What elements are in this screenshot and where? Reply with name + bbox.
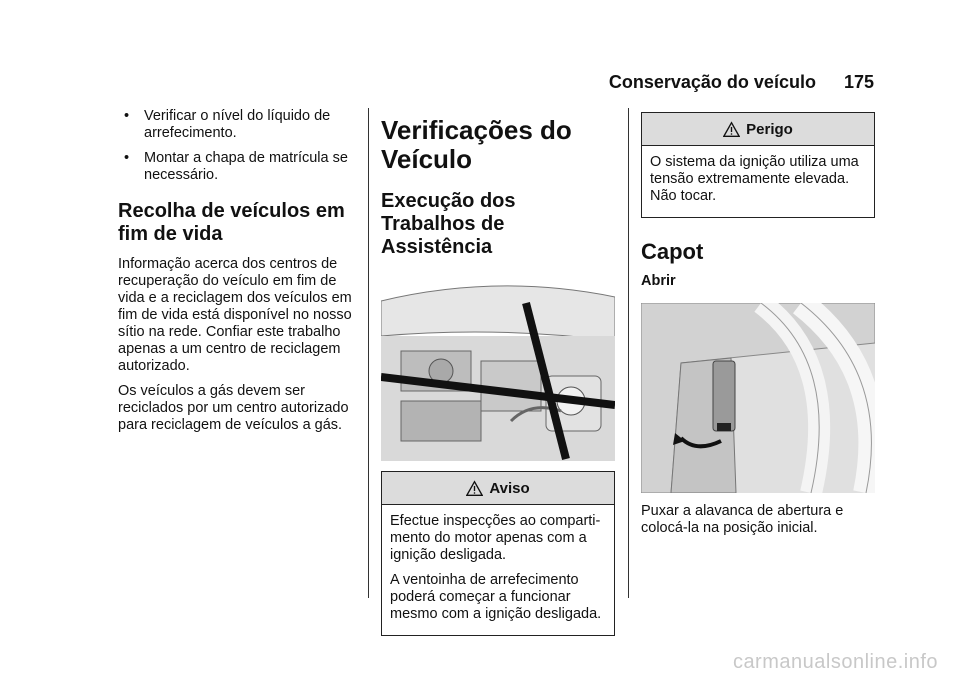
notice-header [382,472,614,505]
bullet-text: Verificar o nível do líquido de arrefecimento. [144,108,331,141]
sub-heading: Abrir [641,273,676,289]
notice-box [381,471,615,636]
column-divider [628,108,629,598]
column-right [641,112,875,545]
warning-triangle-icon [723,121,740,138]
page-number: 175 [843,72,874,92]
danger-body [642,146,874,217]
section-heading: Recolha de veículos em fim de vida [118,200,345,245]
column-middle [381,108,615,636]
bullet-text: Montar a chapa de matrícula se necessário. [144,150,348,183]
paragraph: O sistema da ignição utiliza uma tensão extremamente elevada. Não tocar. [650,154,859,204]
danger-header [642,113,874,146]
paragraph: A ventoinha de arrefecimento poderá começar a funcionar mesmo com a ignição desligada. [390,572,602,622]
danger-box [641,112,875,218]
section-heading: Capot [641,239,704,264]
chapter-title: Verificações do Veículo [381,115,572,174]
list-item [118,150,358,184]
paragraph: Informação acerca dos centros de recuperação do veículo em fim de vida e a reciclagem dos veículos em fim de vida está disponível no nosso sítio na rede. Confiar este trabalho apenas a um centro de reciclagem autorizado. [118,256,352,374]
notice-body [382,505,614,635]
paragraph: Os veículos a gás devem ser reciclados por um centro autorizado para reciclagem de veículos a gás. [118,383,349,433]
column-left [118,108,358,442]
watermark: carmanualsonline.info [732,651,938,673]
section-heading: Execução dos Trabalhos de Assistência [381,190,516,258]
paragraph: Efectue inspecções ao comparti-mento do motor apenas com a ignição desligada. [390,513,601,563]
bullet-icon: • [124,108,130,124]
bullet-list [118,108,358,184]
notice-label: Aviso [489,479,530,497]
danger-label: Perigo [746,120,793,138]
column-divider [368,108,369,598]
warning-triangle-icon [466,480,483,497]
page-header [609,72,874,93]
list-item [118,108,358,142]
hood-release-lever-image [641,303,875,493]
figure-caption: Puxar a alavanca de abertura e colocá-la na posição inicial. [641,503,844,536]
bullet-icon: • [124,150,130,166]
engine-compartment-image [381,281,615,461]
section-title: Conservação do veículo [608,72,816,92]
